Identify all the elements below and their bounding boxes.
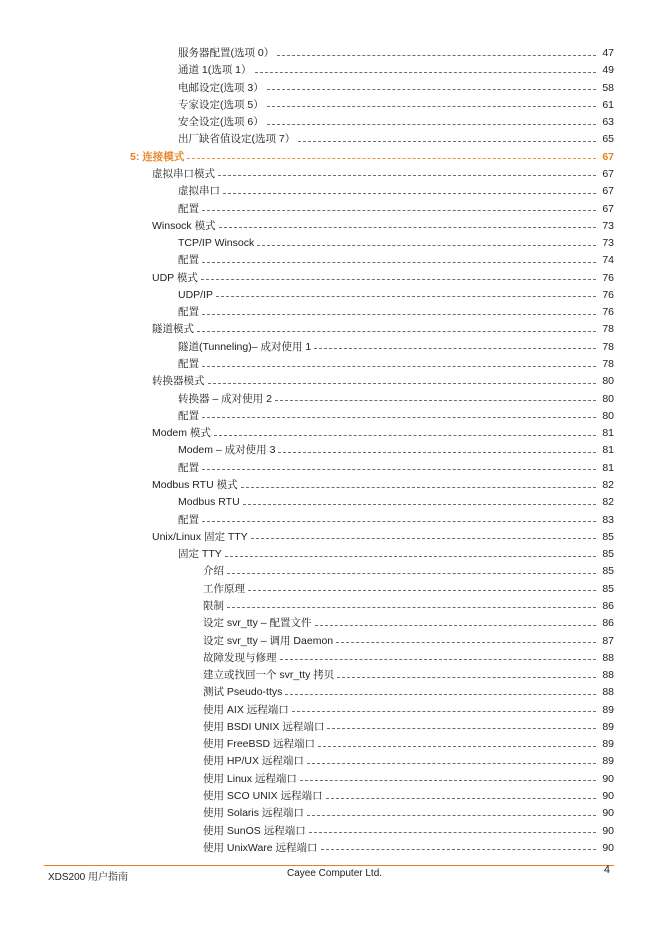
toc-entry-label: Winsock 模式 <box>152 219 216 232</box>
toc-entry[interactable] <box>152 477 614 494</box>
toc-dot-leader <box>318 745 596 747</box>
toc-dot-leader <box>202 468 596 470</box>
toc-entry[interactable] <box>203 633 614 650</box>
toc-entry[interactable] <box>203 771 614 788</box>
toc-entry[interactable] <box>178 80 614 97</box>
footer-divider <box>44 865 614 866</box>
toc-entry[interactable] <box>203 840 614 857</box>
toc-page-number: 81 <box>602 444 614 457</box>
toc-entry-label: 固定 TTY <box>178 548 222 561</box>
toc-dot-leader <box>314 347 596 349</box>
toc-entry-label: 配置 <box>178 409 199 422</box>
toc-page-number: 67 <box>602 185 614 198</box>
toc-page-number: 90 <box>602 790 614 803</box>
toc-dot-leader <box>267 123 596 125</box>
toc-chapter-entry[interactable] <box>130 149 614 166</box>
toc-dot-leader <box>216 295 596 297</box>
toc-entry[interactable] <box>178 235 614 252</box>
toc-page-number: 80 <box>602 392 614 405</box>
toc-entry-label: 转换器模式 <box>152 375 205 388</box>
toc-entry[interactable] <box>152 529 614 546</box>
toc-dot-leader <box>248 589 596 591</box>
toc-page-number: 85 <box>602 530 614 543</box>
toc-entry-label: Modbus RTU <box>178 496 240 509</box>
toc-entry[interactable] <box>178 356 614 373</box>
toc-dot-leader <box>321 848 596 850</box>
toc-page-number: 86 <box>602 617 614 630</box>
toc-dot-leader <box>267 105 596 107</box>
toc-entry[interactable] <box>203 823 614 840</box>
toc-page-number: 63 <box>602 116 614 129</box>
toc-entry-label: UDP/IP <box>178 288 214 301</box>
toc-page-number: 78 <box>602 358 614 371</box>
toc-entry[interactable] <box>203 684 614 701</box>
toc-dot-leader <box>241 486 596 488</box>
toc-page-number: 90 <box>602 807 614 820</box>
toc-entry[interactable] <box>152 218 614 235</box>
toc-entry[interactable] <box>178 391 614 408</box>
toc-dot-leader <box>337 676 596 678</box>
toc-entry[interactable] <box>178 45 614 62</box>
toc-page-number: 87 <box>602 634 614 647</box>
toc-page-number: 58 <box>602 81 614 94</box>
toc-dot-leader <box>227 606 596 608</box>
toc-entry[interactable] <box>178 252 614 269</box>
toc-dot-leader <box>307 762 596 764</box>
toc-dot-leader <box>202 209 596 211</box>
toc-entry-label: 配置 <box>178 254 199 267</box>
toc-entry[interactable] <box>152 373 614 390</box>
toc-entry[interactable] <box>203 788 614 805</box>
toc-entry-label: 使用 SCO UNIX 远程端口 <box>203 790 323 803</box>
toc-page-number: 88 <box>602 669 614 682</box>
toc-entry[interactable] <box>178 442 614 459</box>
toc-entry-label: 安全设定(选项 6） <box>178 116 264 129</box>
toc-page-number: 74 <box>602 254 614 267</box>
toc-dot-leader <box>201 278 596 280</box>
toc-dot-leader <box>292 710 596 712</box>
toc-entry-label: 使用 SunOS 远程端口 <box>203 824 306 837</box>
toc-entry[interactable] <box>203 581 614 598</box>
toc-entry[interactable] <box>178 512 614 529</box>
toc-entry[interactable] <box>203 753 614 770</box>
toc-entry[interactable] <box>178 546 614 563</box>
toc-page-number: 67 <box>602 150 614 163</box>
toc-page-number: 78 <box>602 323 614 336</box>
toc-dot-leader <box>278 451 596 453</box>
toc-entry-label: 测试 Pseudo-ttys <box>203 686 283 699</box>
toc-dot-leader <box>336 641 596 643</box>
toc-dot-leader <box>300 779 596 781</box>
toc-page-number: 61 <box>602 98 614 111</box>
toc-page-number: 82 <box>602 479 614 491</box>
toc-page-number: 76 <box>602 288 614 301</box>
toc-page-number: 73 <box>602 219 614 232</box>
toc-entry[interactable] <box>152 425 614 442</box>
footer-company: Cayee Computer Ltd. <box>287 868 383 879</box>
toc-entry-label: 5: 连接模式 <box>130 150 185 163</box>
toc-page-number: 90 <box>602 824 614 837</box>
toc-entry-label: 介绍 <box>203 565 224 578</box>
toc-dot-leader <box>214 434 596 436</box>
toc-entry-label: 配置 <box>178 202 199 215</box>
toc-dot-leader <box>277 54 596 56</box>
toc-entry[interactable] <box>203 736 614 753</box>
toc-entry[interactable] <box>178 408 614 425</box>
toc-entry[interactable] <box>178 131 614 148</box>
toc-dot-leader <box>202 520 596 522</box>
toc-entry[interactable] <box>178 287 614 304</box>
toc-page-number: 85 <box>602 565 614 578</box>
toc-dot-leader <box>187 157 596 159</box>
toc-entry[interactable] <box>203 598 614 615</box>
toc-dot-leader <box>218 174 596 176</box>
toc-page-number: 78 <box>602 340 614 353</box>
toc-entry[interactable] <box>152 270 614 287</box>
toc-entry[interactable] <box>203 615 614 632</box>
toc-dot-leader <box>202 365 596 367</box>
toc-dot-leader <box>267 88 596 90</box>
toc-entry-label: 建立或找回一个 svr_tty 拷贝 <box>203 669 335 682</box>
toc-entry-label: 转换器 – 成对使用 2 <box>178 392 272 405</box>
footer-page-number: 4 <box>603 864 610 876</box>
toc-page-number: 85 <box>602 582 614 595</box>
toc-entry-label: 虚拟串口模式 <box>152 167 215 180</box>
toc-entry-label: 配置 <box>178 306 199 319</box>
toc-entry-label: 配置 <box>178 513 199 526</box>
toc-page-number: 88 <box>602 686 614 699</box>
toc-dot-leader <box>275 399 596 401</box>
toc-dot-leader <box>255 71 596 73</box>
toc-dot-leader <box>243 503 596 505</box>
toc-dot-leader <box>202 261 596 263</box>
toc-page-number: 81 <box>602 427 614 440</box>
toc-dot-leader <box>257 244 596 246</box>
toc-entry[interactable] <box>178 460 614 477</box>
toc-dot-leader <box>202 313 596 315</box>
toc-dot-leader <box>208 382 597 384</box>
toc-page-number: 49 <box>602 64 614 77</box>
toc-entry[interactable] <box>178 201 614 218</box>
toc-dot-leader <box>307 814 596 816</box>
toc-entry-label: UDP 模式 <box>152 271 198 284</box>
toc-page-number: 83 <box>602 513 614 526</box>
toc-entry[interactable] <box>178 339 614 356</box>
toc-dot-leader <box>197 330 596 332</box>
toc-page-number: 80 <box>602 409 614 422</box>
toc-entry[interactable] <box>178 183 614 200</box>
toc-dot-leader <box>327 727 596 729</box>
toc-dot-leader <box>315 624 596 626</box>
toc-page-number: 89 <box>602 720 614 733</box>
toc-entry[interactable] <box>203 650 614 667</box>
toc-entry-label: 设定 svr_tty – 调用 Daemon <box>203 634 334 647</box>
toc-entry-label: 配置 <box>178 461 199 474</box>
toc-page-number: 47 <box>602 47 614 59</box>
toc-entry-label: 故障发现与修理 <box>203 651 277 664</box>
toc-entry-label: 限制 <box>203 599 224 612</box>
toc-page-number: 76 <box>602 271 614 284</box>
toc-dot-leader <box>202 416 596 418</box>
toc-dot-leader <box>227 572 596 574</box>
toc-entry-label: Modem – 成对使用 3 <box>178 444 276 457</box>
toc-page-number: 85 <box>602 548 614 561</box>
toc-entry-label: 使用 BSDI UNIX 远程端口 <box>203 720 325 733</box>
toc-entry-label: Modbus RTU 模式 <box>152 479 238 491</box>
toc-page-number: 81 <box>602 461 614 474</box>
footer-document-title: XDS200 用户指南 <box>48 872 129 883</box>
toc-entry-label: 使用 HP/UX 远程端口 <box>203 755 304 768</box>
toc-page-number: 89 <box>602 755 614 768</box>
toc-entry-label: 使用 Linux 远程端口 <box>203 772 297 785</box>
toc-page-number: 88 <box>602 651 614 664</box>
toc-dot-leader <box>309 831 596 833</box>
toc-entry-label: 使用 AIX 远程端口 <box>203 703 289 716</box>
toc-page-number: 89 <box>602 738 614 751</box>
toc-entry-label: 使用 UnixWare 远程端口 <box>203 841 318 854</box>
toc-entry-label: 隧道(Tunneling)– 成对使用 1 <box>178 340 312 353</box>
toc-entry[interactable] <box>152 166 614 183</box>
toc-entry[interactable] <box>178 62 614 79</box>
toc-dot-leader <box>298 140 596 142</box>
toc-entry[interactable] <box>178 114 614 131</box>
toc-entry-label: TCP/IP Winsock <box>178 237 255 250</box>
toc-entry[interactable] <box>178 97 614 114</box>
toc-dot-leader <box>251 537 596 539</box>
toc-entry[interactable] <box>203 563 614 580</box>
toc-dot-leader <box>225 555 596 557</box>
toc-page-number: 90 <box>602 841 614 854</box>
toc-dot-leader <box>280 658 597 660</box>
toc-entry-label: 使用 Solaris 远程端口 <box>203 807 304 820</box>
toc-entry[interactable] <box>203 702 614 719</box>
toc-entry-label: 服务器配置(选项 0） <box>178 47 275 59</box>
toc-page-number: 90 <box>602 772 614 785</box>
toc-entry-label: 隧道模式 <box>152 323 194 336</box>
toc-entry-label: 电邮设定(选项 3） <box>178 81 264 94</box>
toc-entry-label: 通道 1(选项 1） <box>178 64 252 77</box>
toc-dot-leader <box>326 797 596 799</box>
toc-page-number: 82 <box>602 496 614 509</box>
toc-page-number: 67 <box>602 167 614 180</box>
toc-entry-label: 使用 FreeBSD 远程端口 <box>203 738 316 751</box>
toc-entry[interactable] <box>203 667 614 684</box>
toc-dot-leader <box>219 226 596 228</box>
toc-dot-leader <box>285 693 596 695</box>
toc-entry[interactable] <box>203 719 614 736</box>
toc-page-number: 89 <box>602 703 614 716</box>
toc-entry-label: Modem 模式 <box>152 427 211 440</box>
toc-entry-label: 配置 <box>178 358 199 371</box>
toc-entry-label: 设定 svr_tty – 配置文件 <box>203 617 312 630</box>
toc-entry[interactable] <box>203 805 614 822</box>
toc-page-number: 86 <box>602 599 614 612</box>
toc-entry-label: 出厂缺省值设定(选项 7） <box>178 133 296 146</box>
toc-page-number: 80 <box>602 375 614 388</box>
toc-entry[interactable] <box>152 321 614 338</box>
toc-page-number: 73 <box>602 237 614 250</box>
toc-page-number: 65 <box>602 133 614 146</box>
toc-dot-leader <box>223 192 596 194</box>
toc-entry-label: 工作原理 <box>203 582 245 595</box>
toc-page-number: 67 <box>602 202 614 215</box>
toc-entry[interactable] <box>178 494 614 511</box>
toc-entry-label: Unix/Linux 固定 TTY <box>152 530 248 543</box>
toc-entry-label: 专家设定(选项 5） <box>178 98 264 111</box>
toc-entry-label: 虚拟串口 <box>178 185 220 198</box>
toc-page-number: 76 <box>602 306 614 319</box>
toc-entry[interactable] <box>178 304 614 321</box>
